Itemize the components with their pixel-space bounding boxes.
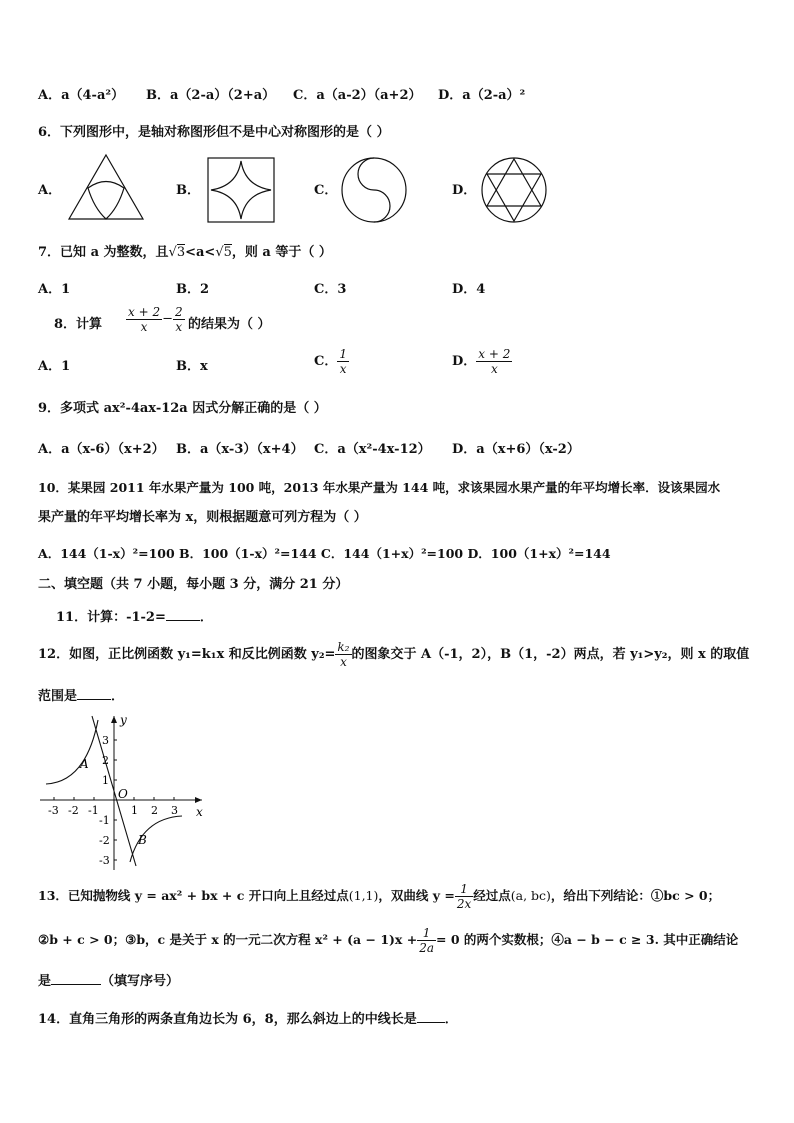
- q5-option-a: A．a（4-a²）: [38, 88, 125, 103]
- q8-stem-a: 8．计算: [54, 317, 103, 332]
- q6-label-a: A．: [38, 183, 62, 198]
- q9-stem: 9．多项式 ax²-4ax-12a 因式分解正确的是（ ）: [38, 401, 327, 416]
- q14: 14．直角三角形的两条直角边长为 6，8，那么斜边上的中线长是 ．: [38, 1012, 458, 1027]
- q9-option-b: B．a（x-3）（x+4）: [176, 442, 304, 457]
- point-b-label: B: [138, 833, 147, 847]
- q6-label-b: B．: [176, 183, 200, 198]
- q8-option-a: A．1: [38, 359, 71, 374]
- section-2-heading: 二、填空题（共 7 小题，每小题 3 分，满分 21 分）: [38, 577, 349, 592]
- q6-label-c: C．: [314, 183, 338, 198]
- q6-stem: 6．下列图形中，是轴对称图形但不是中心对称图形的是（ ）: [38, 125, 390, 140]
- q10-line1: 10．某果园 2011 年水果产量为 100 吨，2013 年水果产量为 144 吨，求该果园水果产量的年平均增长率．设该果园水: [38, 480, 721, 495]
- y-tick-label: -1: [99, 814, 110, 827]
- q12-line2: 范围是 ．: [38, 689, 125, 704]
- q8-stem-b: 的结果为（ ）: [188, 317, 271, 332]
- q7-sqrt5: 5: [223, 245, 232, 260]
- y-axis-label: y: [120, 713, 127, 727]
- x-tick-label: -2: [68, 804, 79, 817]
- q10-line2: 果产量的年平均增长率为 x，则根据题意可列方程为（ ）: [38, 510, 367, 525]
- q10-options: A．144（1-x）²=100 B．100（1-x）²=144 C．144（1+x）²=100 D．100（1+x）²=144: [38, 546, 611, 561]
- x-tick-label: -3: [48, 804, 59, 817]
- q5-option-c: C．a（a-2）（a+2）: [293, 88, 422, 103]
- q13-line3: 是 （填写序号）: [38, 974, 180, 989]
- q8-option-d: D． $\frac{x + 2}{x}$: [452, 347, 511, 376]
- q7-stem-a: 7．已知 a 为整数，且: [38, 245, 169, 260]
- q6-figure-d: [479, 156, 549, 224]
- point-a-label: A: [80, 757, 89, 771]
- q12-stem: 12．如图，正比例函数 y₁=k₁x 和反比例函数 y₂= $\frac{\text{k₂}}{x}$ 的图象交于 A（-1，2），B（1，-2）两点，若 y₁>y₂，则 x 的取值: [38, 640, 750, 669]
- x-tick-label: 3: [171, 804, 178, 817]
- q8-expression: $\frac{x + 2}{x}$ − $\frac{2}{x}$: [128, 305, 183, 334]
- y-tick-label: 3: [102, 734, 109, 747]
- x-tick-label: -1: [88, 804, 99, 817]
- q7-option-a: A．1: [38, 282, 71, 297]
- y-tick-label: 2: [102, 754, 109, 767]
- q7-sqrt3: 3: [176, 245, 186, 260]
- q7-option-d: D．4: [452, 282, 486, 297]
- x-tick-label: 1: [131, 804, 138, 817]
- origin-label: O: [118, 787, 128, 801]
- q6-figure-c: [339, 156, 409, 224]
- q9-option-a: A．a（x-6）（x+2）: [38, 442, 165, 457]
- q7-stem: 7．已知 a 为整数，且√3<a<√5，则 a 等于（ ）: [38, 245, 332, 260]
- q8-fraction-2: $\frac{2}{x}$: [175, 305, 183, 334]
- q13-line1: 13．已知抛物线 y = ax² + bx + c 开口向上且经过点(1,1)，双曲线 y = $\frac{1}{2x}$ 经过点(a, bc)，给出下列结论：①bc > 0；: [38, 882, 721, 911]
- q7-mid: <a<: [185, 245, 216, 260]
- q6-label-d: D．: [452, 183, 477, 198]
- q6-figure-a: [66, 153, 146, 221]
- q7-option-c: C．3: [314, 282, 347, 297]
- q12-graph: [36, 712, 206, 872]
- q12-fraction: $\frac{\text{k₂}}{x}$: [337, 640, 350, 669]
- q8-fraction-1: $\frac{x + 2}{x}$: [128, 305, 161, 334]
- q5-option-d: D．a（2-a）²: [438, 88, 526, 103]
- q11: 11．计算：-1-2= ．: [56, 610, 213, 625]
- q9-option-c: C．a（x²-4x-12）: [314, 442, 431, 457]
- q7-option-b: B．2: [176, 282, 210, 297]
- hyperbola-left-branch: [46, 720, 98, 784]
- y-tick-label: 1: [102, 774, 109, 787]
- q8-option-b: B．x: [176, 359, 208, 374]
- x-tick-label: 2: [151, 804, 158, 817]
- q8-option-c: C． $\frac{1}{x}$: [314, 347, 347, 376]
- q7-stem-b: ，则 a 等于（ ）: [231, 245, 332, 260]
- q5-option-b: B．a（2-a）（2+a）: [146, 88, 276, 103]
- x-axis-label: x: [196, 805, 203, 819]
- y-tick-label: -3: [99, 854, 110, 867]
- y-tick-label: -2: [99, 834, 110, 847]
- q9-option-d: D．a（x+6）（x-2）: [452, 442, 580, 457]
- q6-figure-b: [207, 157, 275, 223]
- q13-line2: ②b + c > 0；③b，c 是关于 x 的一元二次方程 x² + (a − 1)x + $\frac{1}{2a}$ = 0 的两个实数根；④a − b − c ≥ 3. 其中正确结论: [38, 926, 739, 955]
